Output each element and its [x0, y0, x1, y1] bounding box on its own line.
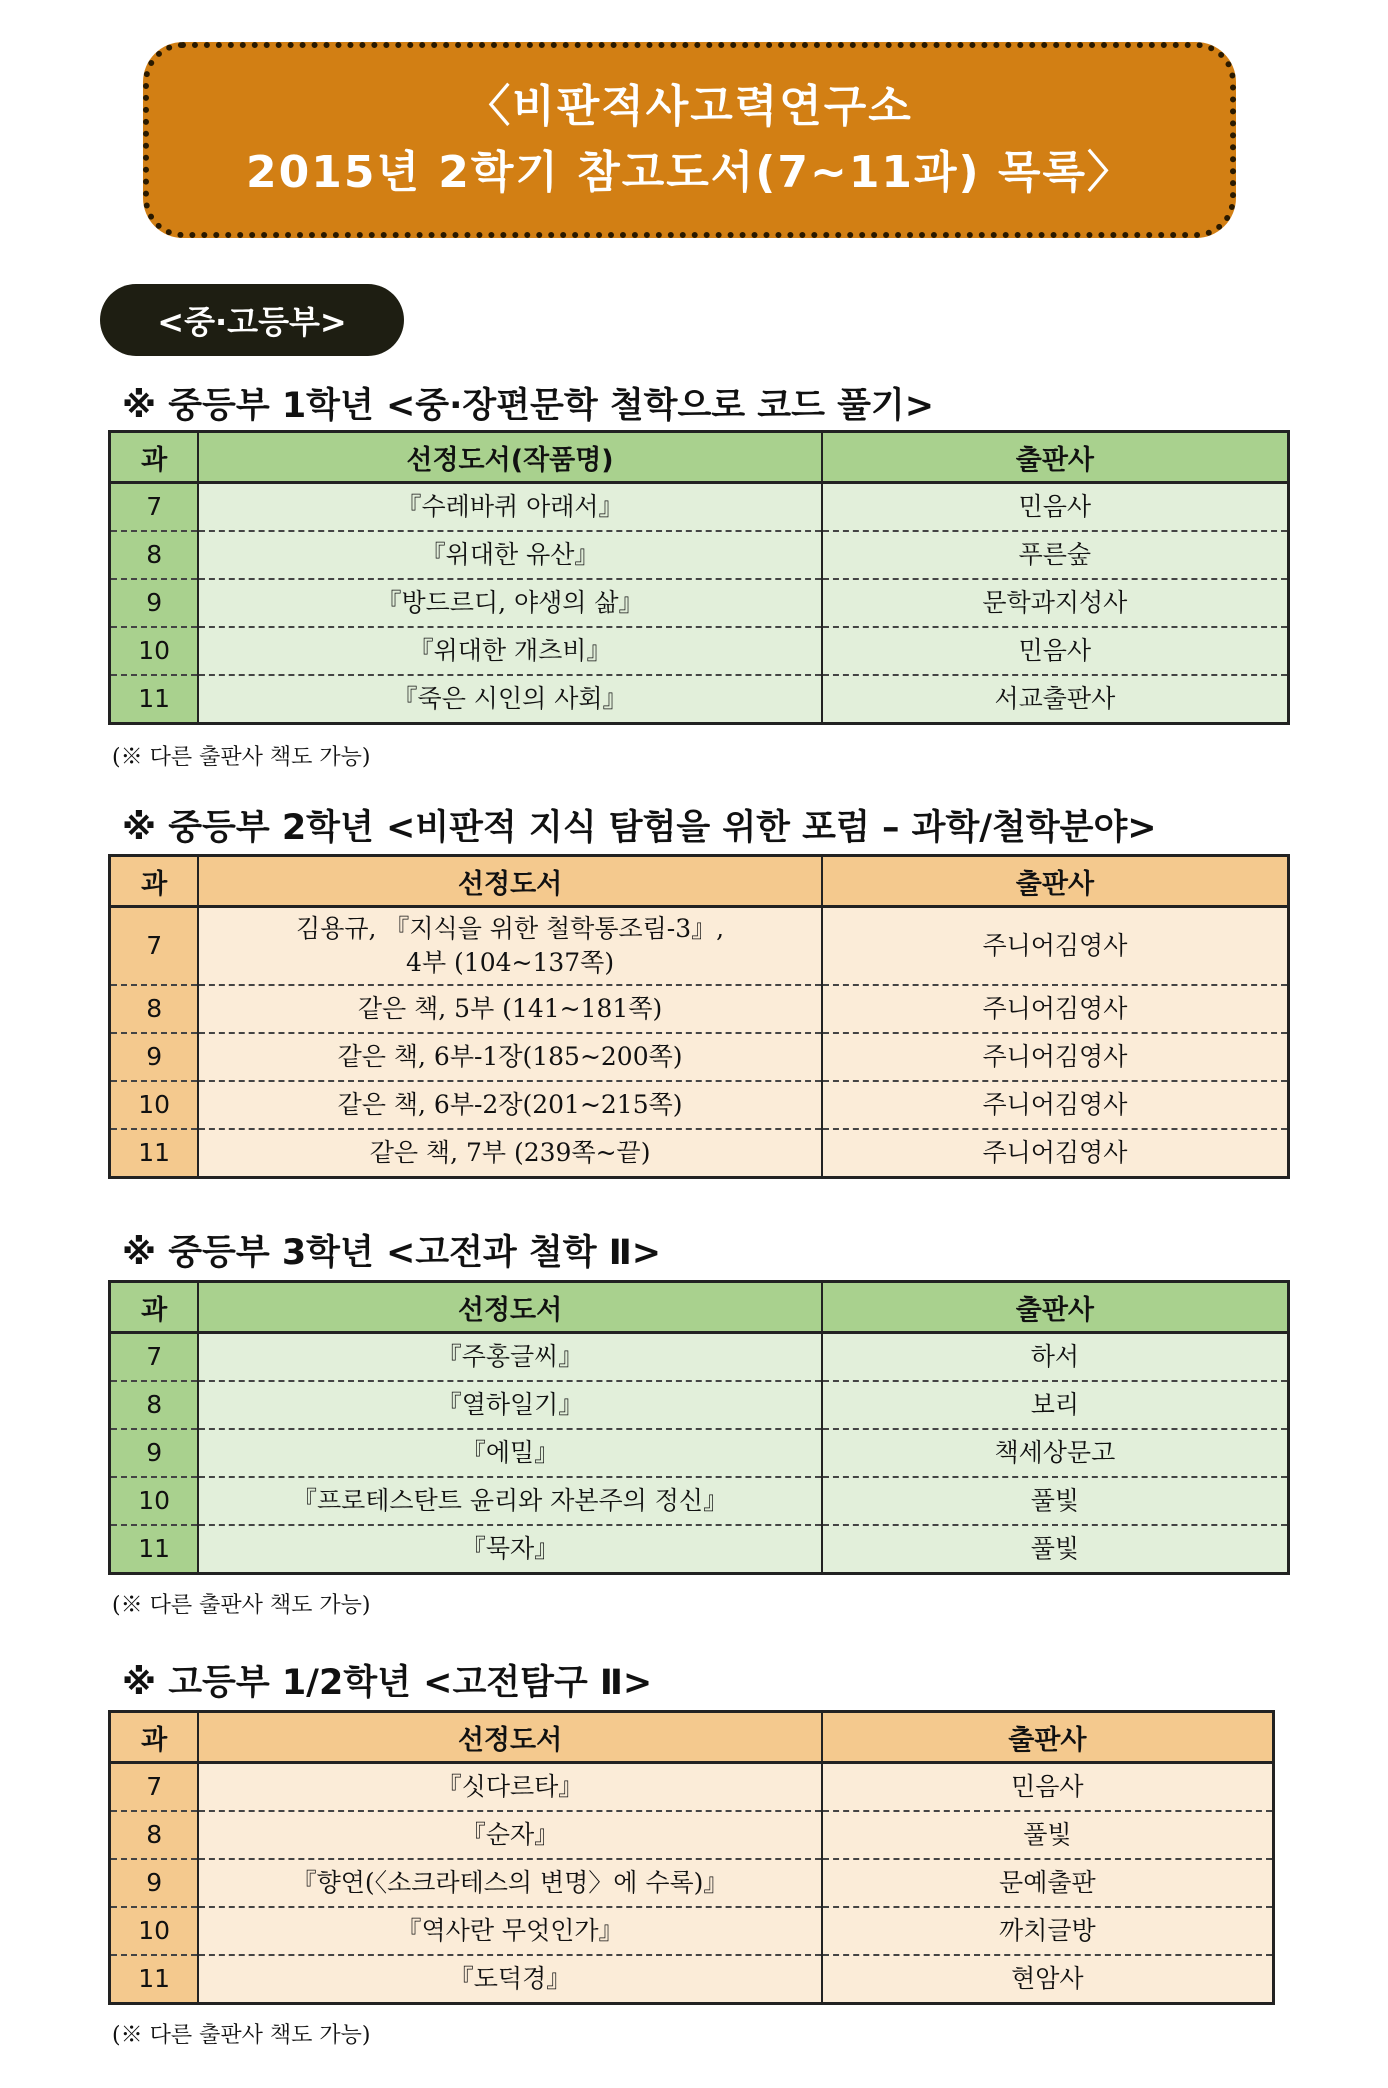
note-other-publishers: (※ 다른 출판사 책도 가능): [112, 2023, 371, 2048]
lesson-number: 8: [110, 531, 199, 579]
publisher: 주니어김영사: [822, 1033, 1289, 1081]
book-title: 『프로테스탄트 윤리와 자본주의 정신』: [198, 1477, 821, 1525]
table-row: [110, 985, 1289, 1033]
book-table-middle-3: [108, 1280, 1290, 1575]
book-title: 『방드르디, 야생의 삶』: [198, 579, 821, 627]
table-row: [110, 1525, 1289, 1574]
book-title: 『도덕경』: [198, 1955, 821, 2004]
lesson-number: 7: [110, 1763, 199, 1812]
publisher: 까치글방: [822, 1907, 1274, 1955]
book-title: 『죽은 시인의 사회』: [198, 675, 821, 724]
table-row: [110, 1381, 1289, 1429]
table-row: [110, 1429, 1289, 1477]
table-row: [110, 907, 1289, 986]
lesson-number: 7: [110, 907, 199, 986]
lesson-number: 11: [110, 1955, 199, 2004]
publisher: 민음사: [822, 1763, 1274, 1812]
publisher: 책세상문고: [822, 1429, 1289, 1477]
section-heading-middle-2: ※ 중등부 2학년 <비판적 지식 탐험을 위한 포럼 – 과학/철학분야>: [122, 808, 1157, 848]
header-lesson: 과: [110, 856, 199, 907]
header-book: 선정도서: [198, 856, 821, 907]
header-lesson: 과: [110, 1282, 199, 1333]
book-title: 같은 책, 5부 (141~181쪽): [198, 985, 821, 1033]
book-table-middle-2: [108, 854, 1290, 1179]
lesson-number: 11: [110, 1525, 199, 1574]
lesson-number: 11: [110, 675, 199, 724]
lesson-number: 8: [110, 985, 199, 1033]
table-row: [110, 675, 1289, 724]
lesson-number: 10: [110, 1477, 199, 1525]
lesson-number: 7: [110, 483, 199, 532]
book-title: 『수레바퀴 아래서』: [198, 483, 821, 532]
publisher: 주니어김영사: [822, 907, 1289, 986]
lesson-number: 8: [110, 1811, 199, 1859]
section-heading-high: ※ 고등부 1/2학년 <고전탐구 Ⅱ>: [122, 1663, 653, 1703]
table-row: [110, 531, 1289, 579]
table-row: [110, 483, 1289, 532]
book-title: 『순자』: [198, 1811, 821, 1859]
header-publisher: 출판사: [822, 856, 1289, 907]
book-title-line-1: 김용규, 『지식을 위한 철학통조림-3』,: [296, 914, 725, 943]
table-row: [110, 1081, 1289, 1129]
section-heading-middle-3: ※ 중등부 3학년 <고전과 철학 Ⅱ>: [122, 1233, 662, 1273]
table-header-row: [110, 1282, 1289, 1333]
note-other-publishers: (※ 다른 출판사 책도 가능): [112, 1593, 371, 1618]
table-row: [110, 579, 1289, 627]
publisher: 주니어김영사: [822, 985, 1289, 1033]
book-title: 『열하일기』: [198, 1381, 821, 1429]
table-row: [110, 1129, 1289, 1178]
lesson-number: 9: [110, 1859, 199, 1907]
header-book: 선정도서(작품명): [198, 432, 821, 483]
header-lesson: 과: [110, 1712, 199, 1763]
publisher: 하서: [822, 1333, 1289, 1382]
book-table-middle-1: [108, 430, 1290, 725]
lesson-number: 10: [110, 1081, 199, 1129]
table-header-row: [110, 432, 1289, 483]
table-row: [110, 1955, 1274, 2004]
table-header-row: [110, 1712, 1274, 1763]
header-publisher: 출판사: [822, 432, 1289, 483]
publisher: 주니어김영사: [822, 1081, 1289, 1129]
book-title: 같은 책, 7부 (239쪽~끝): [198, 1129, 821, 1178]
title-banner: [143, 42, 1236, 238]
publisher: 풀빛: [822, 1525, 1289, 1574]
table-row: [110, 627, 1289, 675]
lesson-number: 10: [110, 627, 199, 675]
publisher: 풀빛: [822, 1811, 1274, 1859]
section-heading-middle-1: ※ 중등부 1학년 <중·장편문학 철학으로 코드 풀기>: [122, 386, 935, 426]
publisher: 문학과지성사: [822, 579, 1289, 627]
title-line-2: 2015년 2학기 참고도서(7~11과) 목록〉: [245, 147, 1133, 198]
book-title: 같은 책, 6부-2장(201~215쪽): [198, 1081, 821, 1129]
table-row: [110, 1811, 1274, 1859]
lesson-number: 10: [110, 1907, 199, 1955]
table-row: [110, 1763, 1274, 1812]
publisher: 서교출판사: [822, 675, 1289, 724]
header-publisher: 출판사: [822, 1712, 1274, 1763]
table-row: [110, 1333, 1289, 1382]
book-title: [198, 907, 821, 986]
book-title: 『위대한 개츠비』: [198, 627, 821, 675]
book-title: 『역사란 무엇인가』: [198, 1907, 821, 1955]
book-title: 『위대한 유산』: [198, 531, 821, 579]
lesson-number: 9: [110, 1033, 199, 1081]
publisher: 민음사: [822, 627, 1289, 675]
lesson-number: 9: [110, 1429, 199, 1477]
publisher: 푸른숲: [822, 531, 1289, 579]
publisher: 풀빛: [822, 1477, 1289, 1525]
header-book: 선정도서: [198, 1712, 821, 1763]
publisher: 현암사: [822, 1955, 1274, 2004]
note-other-publishers: (※ 다른 출판사 책도 가능): [112, 745, 371, 770]
header-lesson: 과: [110, 432, 199, 483]
table-row: [110, 1033, 1289, 1081]
book-title: 『묵자』: [198, 1525, 821, 1574]
table-header-row: [110, 856, 1289, 907]
header-publisher: 출판사: [822, 1282, 1289, 1333]
category-label: <중·고등부>: [100, 284, 404, 356]
publisher: 주니어김영사: [822, 1129, 1289, 1178]
lesson-number: 11: [110, 1129, 199, 1178]
book-title: 『향연(〈소크라테스의 변명〉에 수록)』: [198, 1859, 821, 1907]
publisher: 보리: [822, 1381, 1289, 1429]
book-table-high: [108, 1710, 1275, 2005]
publisher: 민음사: [822, 483, 1289, 532]
lesson-number: 9: [110, 579, 199, 627]
book-title: 같은 책, 6부-1장(185~200쪽): [198, 1033, 821, 1081]
title-line-1: 〈비판적사고력연구소: [466, 81, 913, 132]
book-title-line-2: 4부 (104~137쪽): [406, 948, 615, 977]
publisher: 문예출판: [822, 1859, 1274, 1907]
header-book: 선정도서: [198, 1282, 821, 1333]
table-row: [110, 1907, 1274, 1955]
lesson-number: 8: [110, 1381, 199, 1429]
lesson-number: 7: [110, 1333, 199, 1382]
table-row: [110, 1477, 1289, 1525]
book-title: 『주홍글씨』: [198, 1333, 821, 1382]
book-title: 『싯다르타』: [198, 1763, 821, 1812]
table-row: [110, 1859, 1274, 1907]
book-title: 『에밀』: [198, 1429, 821, 1477]
